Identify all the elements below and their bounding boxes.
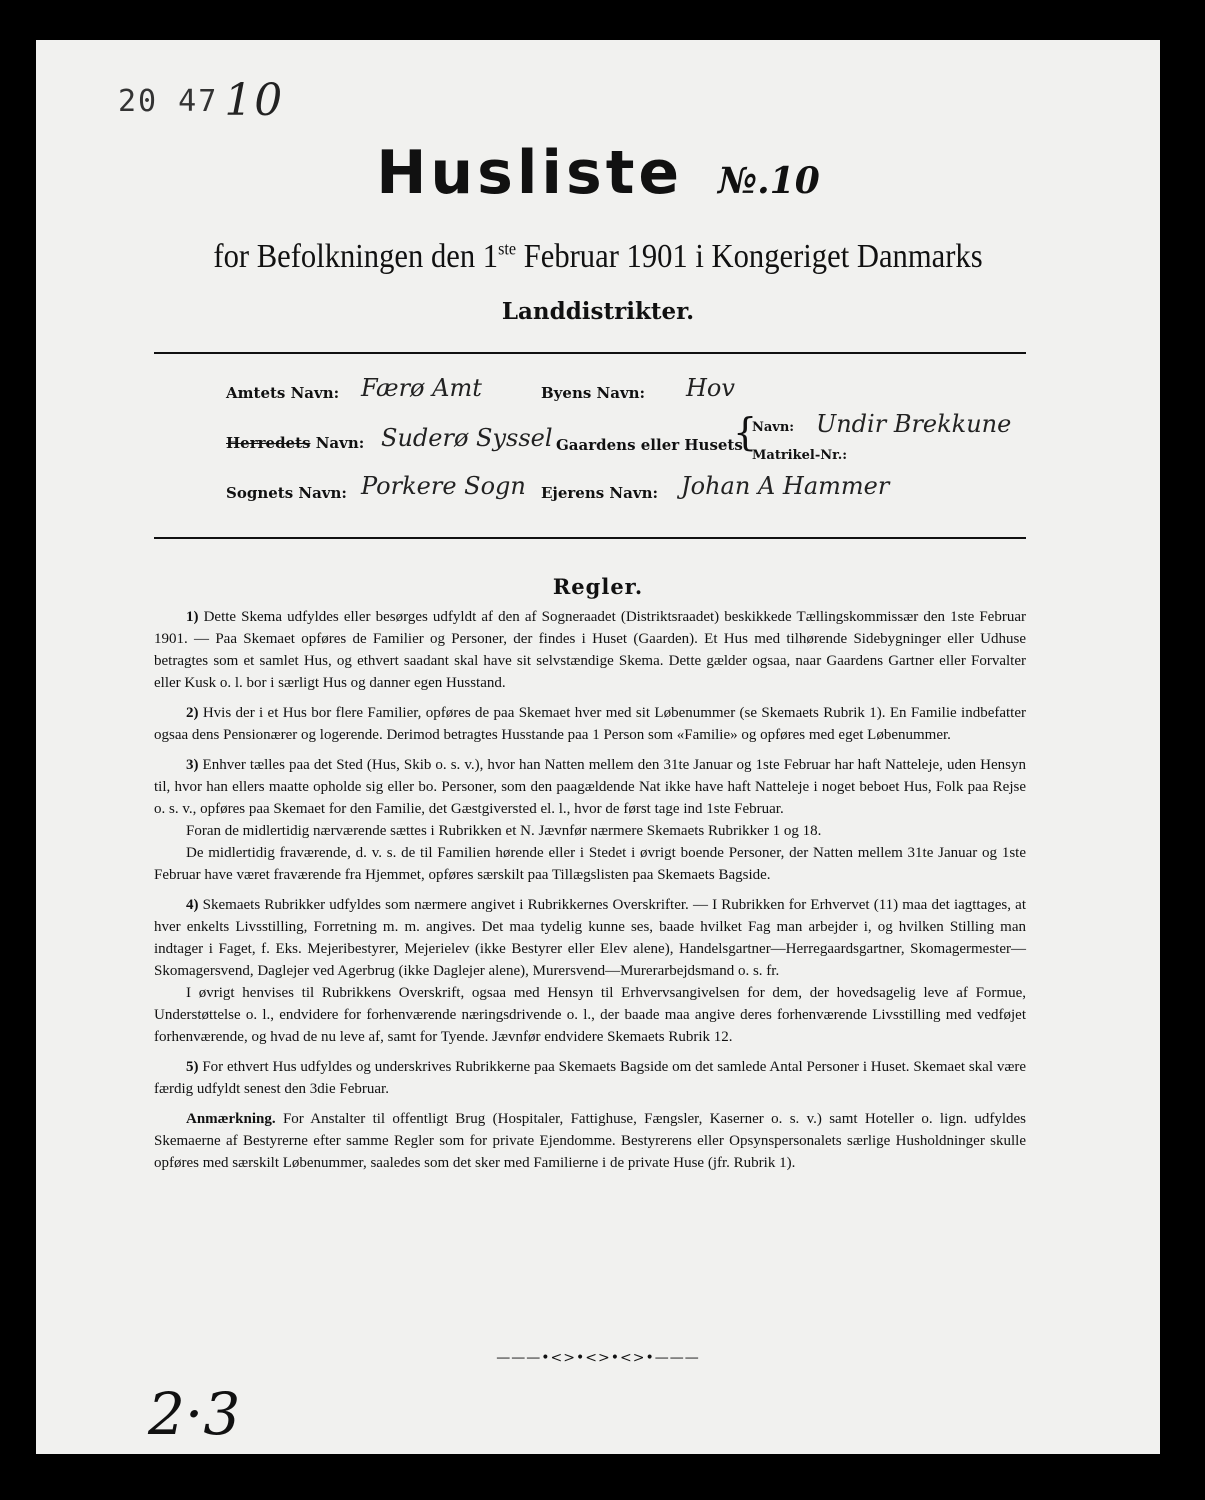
bottom-handwritten-note: 2·3: [148, 1380, 241, 1448]
subtitle-post: Februar 1901 i Kongeriget Danmarks: [516, 238, 983, 275]
matrikel-label: Matrikel-Nr.:: [752, 448, 848, 463]
ejer-label: Ejerens Navn:: [541, 484, 659, 502]
divider-bottom: [154, 537, 1026, 539]
rules-heading: Regler.: [552, 574, 644, 599]
rules-list: [154, 606, 1026, 1182]
subtitle-sup: ste: [498, 238, 517, 259]
amt-value: Færø Amt: [361, 374, 482, 402]
herred-label: [226, 434, 364, 452]
number-label: №.: [717, 160, 770, 202]
rule-note: Anmærkning. For Anstalter til offentligt Brug (Hospitaler, Fattighuse, Fængsler, Kaserner o. s. v.) samt Hoteller o. lign. udfyldes Skemaerne af Bestyrerne efter samme Regler som for private Ejendomme. Bestyrerens eller Opsynspersonalets særlige Husholdninger skulle opføres med særskilt Løbenummer, saaledes som det sker med Familierne i de private Huse (jfr. Rubrik 1).: [154, 1111, 1026, 1171]
subtitle-pre: for Befolkningen den 1: [213, 238, 499, 275]
ejer-value: Johan A Hammer: [681, 472, 890, 500]
brace-icon: {: [733, 410, 758, 454]
rule-paragraph: De midlertidig fraværende, d. v. s. de til Familien hørende eller i Stedet i øvrigt boende Personer, der Natten mellem 31te Januar og 1ste Februar have været fraværende fra Hjemmet, opføres særskilt paa Tillægslisten paa Skemaets Bagside.: [154, 845, 1026, 883]
herred-value: Suderø Syssel: [381, 424, 553, 452]
by-label: Byens Navn:: [541, 384, 646, 402]
gaard-label: Gaardens eller Husets: [556, 436, 743, 454]
sogn-value: Porkere Sogn: [361, 472, 526, 500]
title-text: Husliste: [376, 138, 684, 208]
stamp-handwritten: 10: [224, 75, 285, 126]
gaard-navn-value: Undir Brekkune: [816, 410, 1012, 438]
divider-top: [154, 352, 1026, 354]
number-value: 10: [769, 160, 820, 202]
rule-paragraph: I øvrigt henvises til Rubrikkens Overskrift, ogsaa med Hensyn til Erhvervsangivelsen for dem, der hovedsagelig leve af Formue, Understøttelse o. l., endvidere for forhenværende næringsdrivende o. l., der baade maa angive deres forhenværende Livsstilling med vedføjet forhenværende, og hvad de nu leve af, samt for Tyende. Jævnfør endvidere Skemaets Rubrik 12.: [154, 985, 1026, 1045]
amt-label: Amtets Navn:: [226, 384, 340, 402]
ornament-divider: ———•<>•<>•<>•———: [496, 1350, 700, 1366]
rule-paragraph: 3) Enhver tælles paa det Sted (Hus, Skib o. s. v.), hvor han Natten mellem den 31te Januar og 1ste Februar har haft Natteleje, uden Hensyn til, hvor han ellers maatte opholde sig eller bo. Personer, som den paagældende Nat ikke have haft Natteleje i noget beboet Hus, Folk paa Rejse o. s. v., opføres paa Skemaet for den Familie, det Gæstgiversted el. l., hvor de først tage ind 1ste Februar.: [154, 757, 1026, 817]
rule-paragraph: 1) Dette Skema udfyldes eller besørges udfyldt af den af Sogneraadet (Distriktsraadet) beskikkede Tællingskommissær den 1ste Februar 1901. — Paa Skemaet opføres de Familier og Personer, der findes i Huset (Gaarden). Et Hus med tilhørende Sidebygninger eller Udhuse betragtes som et samlet Hus, og ethvert saadant skal have sit selvstændige Skema. Dette gælder ogsaa, naar Gaardens Gartner eller Forvalter eller Kusk o. l. bor i særligt Hus og danner egen Husstand.: [154, 609, 1026, 691]
rule-paragraph: 2) Hvis der i et Hus bor flere Familier, opføres de paa Skemaet hver med sit Løbenummer (se Skemaets Rubrik 1). En Familie indbefatter ogsaa dens Pensionærer og logerende. Derimod betragtes Husstande paa 1 Person som «Familie» og opføres med eget Løbenummer.: [154, 705, 1026, 743]
herred-struck: Herredets: [226, 434, 311, 452]
rule-paragraph: 5) For ethvert Hus udfyldes og underskrives Rubrikkerne paa Skemaets Bagside om det samlede Antal Personer i Huset. Skemaet skal være færdig udfyldt senest den 3die Februar.: [154, 1059, 1026, 1097]
subtitle-landdistrikter: Landdistrikter.: [501, 298, 695, 325]
gaard-navn-label: Navn:: [752, 420, 795, 435]
page-title: [36, 138, 1160, 208]
by-value: Hov: [686, 374, 735, 402]
census-form-page: [36, 40, 1160, 1454]
rule-paragraph: 4) Skemaets Rubrikker udfyldes som nærmere angivet i Rubrikkernes Overskrifter. — I Rubrikken for Erhvervet (11) maa det iagttages, at hver enkelts Livsstilling, Forretning m. m. angives. Det maa tydelig kunne ses, baade hvilket Fag man arbejder i, og hvilken Stilling man indtager i Faget, f. Eks. Mejeribestyrer, Mejerielev (ikke Bestyrer eller Elev alene), Handelsgartner—Herregaardsgartner, Skomagermester—Skomagersvend, Daglejer ved Agerbrug (ikke Daglejer alene), Murersvend—Murerarbejdsmand o. s. fr.: [154, 897, 1026, 979]
archive-stamp: [118, 71, 285, 126]
herred-label-text: Navn:: [310, 434, 365, 452]
subtitle: [92, 238, 1104, 276]
stamp-number: 20 47: [118, 84, 219, 119]
sogn-label: Sognets Navn:: [226, 484, 347, 502]
rule-paragraph: Foran de midlertidig nærværende sættes i Rubrikken et N. Jævnfør nærmere Skemaets Rubrikker 1 og 18.: [186, 823, 822, 839]
